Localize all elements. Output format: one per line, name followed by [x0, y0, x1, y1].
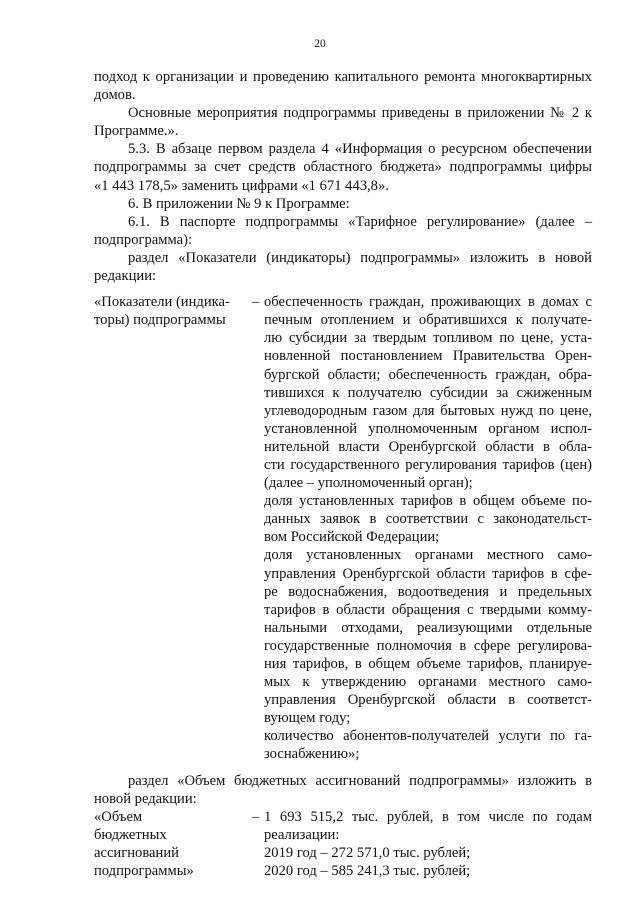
budget-dash: –	[252, 808, 260, 825]
paragraph-line: «1 443 178,5» заменить цифрами «1 671 443,8».	[94, 177, 389, 194]
budget-line: 2019 год – 272 571,0 тыс. рублей;	[264, 844, 471, 861]
paragraph-line: 6. В приложении № 9 к Программе:	[128, 195, 350, 212]
paragraph-line: Программе.».	[94, 123, 179, 140]
spacer	[94, 285, 592, 293]
paragraph-line: 6.1. В паспорте подпрограммы «Тарифное регулирование» (далее –	[128, 213, 592, 230]
budget-label-line: подпрограммы»	[94, 863, 194, 880]
indicators-line: (далее – уполномоченный орган);	[264, 475, 473, 492]
indicators-content	[264, 293, 592, 763]
paragraph-line: раздел «Показатели (индикаторы) подпрограммы» изложить в новой	[128, 249, 592, 266]
paragraph-line: подпрограммы за счет средств областного бюджета» подпрограммы цифры	[94, 159, 592, 176]
paragraph-line: раздел «Объем бюджетных ассигнований подпрограммы» изложить в	[128, 772, 592, 789]
spacer	[94, 764, 592, 772]
budget-line: 1 693 515,2 тыс. рублей, в том числе по годам	[264, 808, 592, 825]
indicators-line: нальными отходами, реализующими отдельные	[264, 619, 592, 636]
indicators-line: новленной постановлением Правительства Орен-	[264, 348, 592, 365]
paragraph-line: 5.3. В абзаце первом раздела 4 «Информация о ресурсном обеспечении	[128, 141, 592, 158]
indicators-line: бургской области; обеспеченность граждан, обра-	[264, 366, 592, 383]
paragraph-line: подпрограмма):	[94, 231, 193, 248]
page-number: 20	[314, 38, 326, 50]
indicators-line: вом Российской Федерации;	[264, 529, 440, 546]
paragraph-line: редакции:	[94, 268, 157, 285]
indicators-line: данных заявок в соответствии с законодательст-	[264, 511, 592, 528]
indicators-line: ре водоснабжения, водоотведения и предельных	[264, 583, 592, 600]
budget-label-line: «Объем	[94, 808, 143, 825]
document-body	[94, 68, 592, 880]
indicators-line: государственные полномочия в сфере регулирова-	[264, 637, 592, 654]
indicators-line: тившихся к получателю субсидии за сжиженным	[264, 384, 592, 401]
budget-label-line: ассигнований	[94, 844, 179, 861]
indicators-line: лю субсидии за твердым топливом по цене, уста-	[264, 330, 592, 347]
indicators-line: зоснабжению»;	[264, 746, 360, 763]
indicators-label-line: торы) подпрограммы	[94, 312, 226, 329]
budget-line: реализации:	[264, 826, 340, 843]
indicators-line: нительной власти Оренбургской области в обла-	[264, 438, 592, 455]
budget-section	[94, 808, 592, 880]
indicators-line: сти государственного регулирования тарифов (цен)	[264, 456, 592, 473]
indicators-section	[94, 293, 592, 763]
indicators-line: печным отоплением и обратившихся к получате-	[264, 312, 592, 329]
budget-label-line: бюджетных	[94, 826, 167, 843]
indicators-line: управления Оренбургской области тарифов в сфе-	[264, 565, 592, 582]
indicators-line: доля установленных органами местного само-	[264, 547, 592, 564]
indicators-label-line: «Показатели (индика-	[94, 294, 230, 311]
indicators-line: ния тарифов, в общем объеме тарифов, планируе-	[264, 656, 592, 672]
indicators-line: углеводородным газом для бытовых нужд по цене,	[264, 402, 592, 419]
indicators-line: вующем году;	[264, 710, 351, 727]
paragraph-line: Основные мероприятия подпрограммы приведены в приложении № 2 к	[128, 105, 592, 122]
indicators-line: установленной уполномоченным органом испол-	[264, 420, 592, 437]
indicators-label	[94, 293, 252, 329]
indicators-line: управления Оренбургской области в соответст-	[264, 692, 592, 709]
indicators-line: доля установленных тарифов в общем объеме по-	[264, 493, 592, 510]
paragraph-line: домов.	[94, 87, 136, 104]
budget-content	[264, 808, 592, 880]
indicators-line: количество абонентов-получателей услуги по га-	[264, 728, 592, 745]
indicators-line: тарифов в области обращения с твердыми комму-	[264, 601, 592, 618]
budget-line: 2020 год – 585 241,3 тыс. рублей;	[264, 863, 471, 880]
indicators-dash: –	[252, 294, 260, 311]
paragraph-line: подход к организации и проведению капитального ремонта многоквартирных	[94, 69, 592, 85]
indicators-line: мых к утверждению органами местного само-	[264, 674, 592, 691]
paragraph-line: новой редакции:	[94, 790, 197, 807]
indicators-line: обеспеченность граждан, проживающих в домах с	[264, 294, 592, 311]
budget-label	[94, 808, 252, 880]
